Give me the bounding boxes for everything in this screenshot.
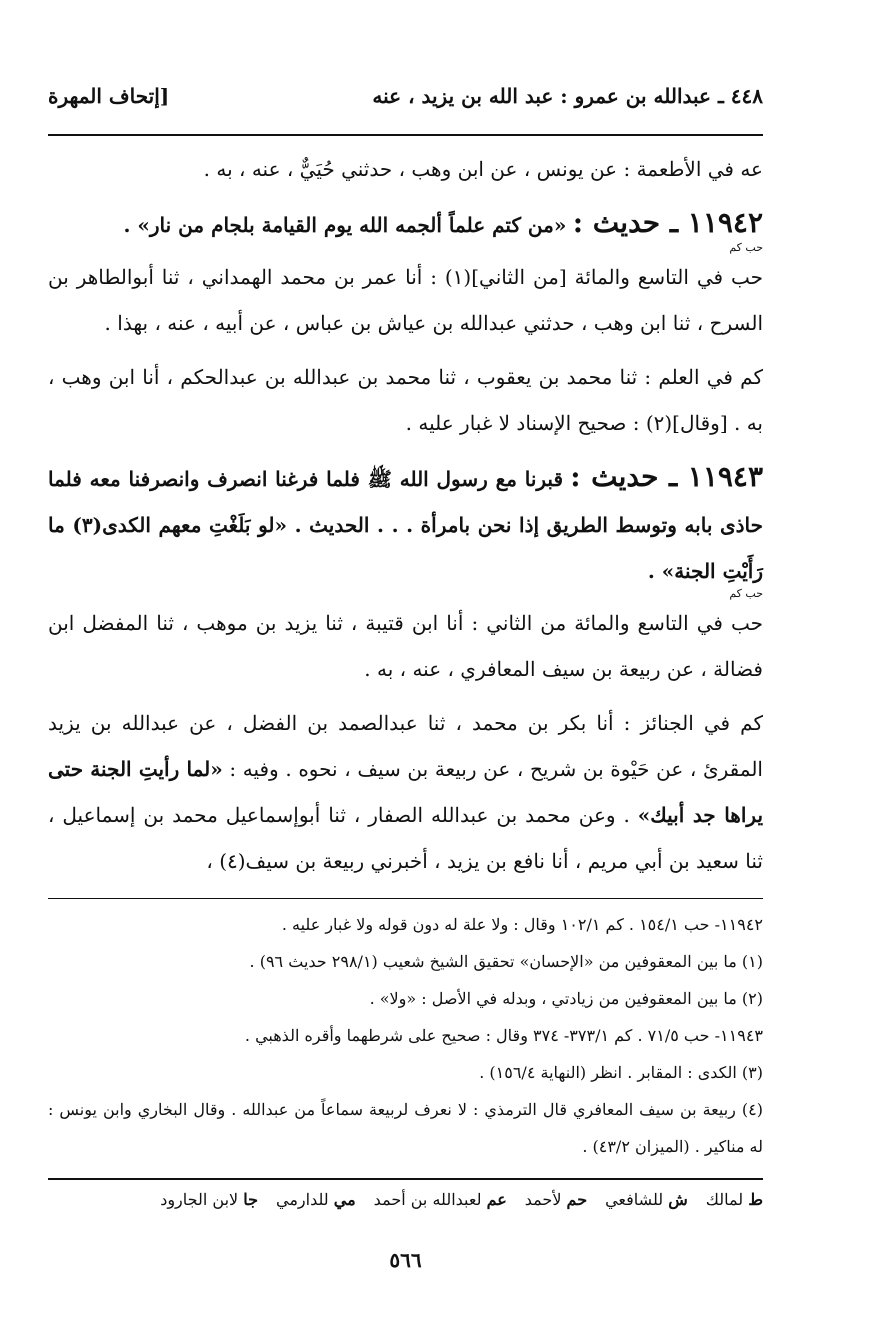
- isnad-paragraph: [48, 700, 763, 884]
- hadith-text: قبرنا مع رسول الله ﷺ فلما فرغنا انصرف وانصرفنا معه فلما حاذى بابه وتوسط الطريق إذا نحن بامرأة . . . الحديث . «لو بَلَغْتِ معهم الكدى(٣) ما رَأَيْتِ الجنة» .: [48, 467, 764, 583]
- abbreviation-item: مي للدارمي: [276, 1190, 356, 1209]
- text-line: عه في الأطعمة : عن يونس ، عن ابن وهب ، حدثني حُيَيٌّ ، عنه ، به .: [203, 157, 763, 181]
- hadith-number: ١١٩٤٢ ـ حديث :: [572, 206, 763, 239]
- hadith-text: «من كتم علماً ألجمه الله يوم القيامة بلجام من نار» .: [123, 213, 567, 237]
- header-title: ٤٤٨ ـ عبدالله بن عمرو : عبد الله بن يزيد ، عنه: [372, 84, 763, 108]
- abbreviations-divider: [48, 1178, 763, 1180]
- abbreviation-item: جا لابن الجارود: [160, 1190, 259, 1209]
- isnad-paragraph: حب في التاسع والمائة من الثاني : أنا ابن قتيبة ، ثنا يزيد بن موهب ، ثنا المفضل ابن فضالة ، عن ربيعة بن سيف المعافري ، عنه ، به .: [48, 611, 763, 681]
- footnote: (٤) ربيعة بن سيف المعافري قال الترمذي : لا نعرف لربيعة سماعاً من عبدالله . وقال البخاري وابن يونس : له مناكير . (الميزان ٤٣/٢) .: [48, 1100, 763, 1156]
- abbreviation-item: حم لأحمد: [524, 1190, 588, 1209]
- abbreviations-key: [48, 1190, 763, 1209]
- hadith-sigla: حب كم: [729, 587, 763, 600]
- header-divider: [48, 134, 763, 136]
- footnote: ١١٩٤٢- حب ١٥٤/١ . كم ١٠٢/١ وقال : ولا علة له دون قوله ولا غبار عليه .: [281, 915, 763, 934]
- isnad-text: . وعن محمد بن عبدالله الصفار ، ثنا أبوإسماعيل محمد بن إسماعيل ، ثنا سعيد بن أبي مريم ، أنا نافع بن يزيد ، أخبرني ربيعة بن سيف(٤) ،: [48, 803, 763, 873]
- footnote: ١١٩٤٣- حب ٧١/٥ . كم ٣٧٣/١- ٣٧٤ وقال : صحيح على شرطهما وأقره الذهبي .: [244, 1026, 763, 1045]
- abbreviation-item: ط لمالك: [705, 1190, 763, 1209]
- abbreviation-item: عم لعبدالله بن أحمد: [373, 1190, 507, 1209]
- footnote: (٣) الكدى : المقابر . انظر (النهاية ١٥٦/٤) .: [479, 1063, 763, 1082]
- document-page: [48, 0, 763, 1329]
- footnote: (٢) ما بين المعقوفين من زيادتي ، وبدله في الأصل : «ولا» .: [369, 989, 763, 1008]
- footnotes: [48, 906, 763, 1165]
- isnad-paragraph: كم في العلم : ثنا محمد بن يعقوب ، ثنا محمد بن عبدالله بن عبدالحكم ، أنا ابن وهب ، به . [وقال](٢) : صحيح الإسناد لا غبار عليه .: [48, 365, 763, 435]
- isnad-paragraph: حب في التاسع والمائة [من الثاني](١) : أنا عمر بن محمد الهمداني ، ثنا أبوالطاهر بن السرح ، ثنا ابن وهب ، حدثني عبدالله بن عياش بن عباس ، عن أبيه ، عنه ، بهذا .: [48, 265, 763, 335]
- page-number: ٥٦٦: [389, 1248, 422, 1272]
- hadith-entry: [48, 454, 763, 600]
- isnad-text: كم في الجنائز : أنا بكر بن محمد ، ثنا عبدالصمد بن الفضل ، عن عبدالله بن يزيد المقرئ ، عن حَيْوة بن شريح ، عن ربيعة بن سيف ، نحوه . وفيه :: [48, 711, 763, 781]
- hadith-number: ١١٩٤٣ ـ حديث :: [570, 460, 763, 493]
- header-book-name: [إتحاف المهرة: [48, 84, 170, 108]
- abbreviation-item: ش للشافعي: [605, 1190, 688, 1209]
- main-text: [48, 146, 763, 892]
- footnote: (١) ما بين المعقوفين من «الإحسان» تحقيق الشيخ شعيب (٢٩٨/١ حديث ٩٦) .: [249, 952, 763, 971]
- running-header: [48, 84, 763, 118]
- quoted-text: «لما رأيتِ الجنة حتى يراها جد أبيك»: [48, 757, 764, 827]
- hadith-entry: [48, 200, 763, 254]
- hadith-sigla: حب كم: [729, 241, 763, 254]
- footnote-divider: [48, 898, 763, 899]
